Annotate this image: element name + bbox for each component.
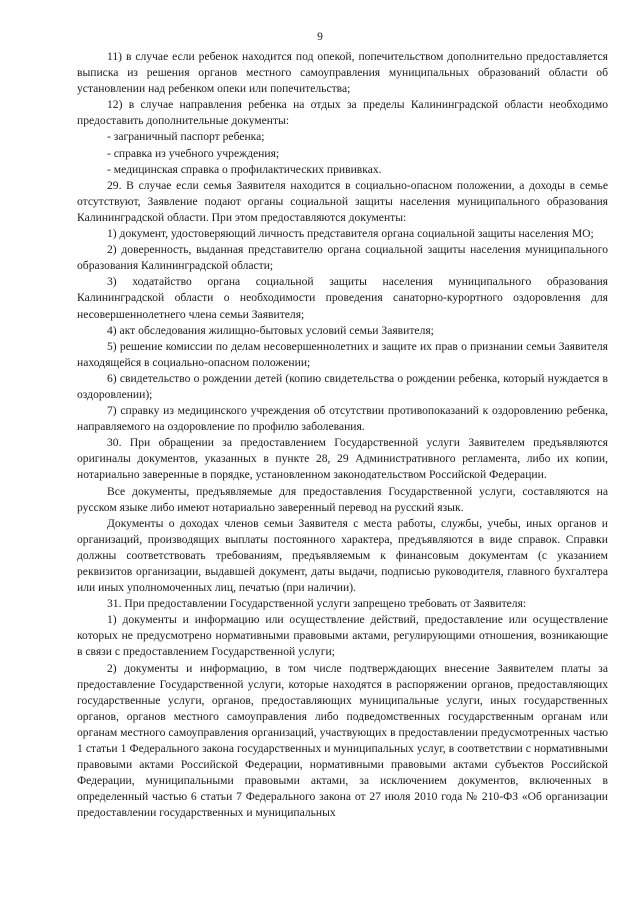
paragraph-31-2: 2) документы и информацию, в том числе подтверждающих внесение Заявителем платы за предоставление Государственной услуги, которые находятся в распоряжении органов, предоставляющих государственные услуги, органов, предоставляющих муниципальные услуги, иных государственных органов, органов местного самоуправления либо подведомственных государственным органам или органам местного самоуправления организаций, участвующих в предоставлении предусмотренных частью 1 статьи 1 Федерального закона государственных и муниципальных услуг, в соответствии с нормативными правовыми актами Российской Федерации, нормативными правовыми актами субъектов Российской Федерации, муниципальными правовыми актами, за исключением документов, включенных в определенный частью 6 статьи 7 Федерального закона от 27 июля 2010 года № 210-ФЗ «Об организации предоставлении государственных и муниципальных	[77, 661, 608, 820]
paragraph-29-3: 3) ходатайство органа социальной защиты населения муниципального образования Калининградской области о необходимости проведения санаторно-курортного оздоровления для несовершеннолетнего члена семьи Заявителя;	[77, 275, 608, 321]
paragraph-29-7: 7) справку из медицинского учреждения об отсутствии противопоказаний к оздоровлению ребенка, направляемого на оздоровление по профилю заболевания.	[77, 404, 608, 434]
paragraph-30-income: Документы о доходах членов семьи Заявителя с места работы, службы, учебы, иных органов и организаций, производящих выплаты постоянного характера, предъявляются в виде справок. Справки должны соответствовать требованиям, предъявляемым к финансовым документам (с указанием реквизитов организации, выдавшей документ, даты выдачи, подписью руководителя, главного бухгалтера или иных уполномоченных лиц, печатью (при наличии).	[77, 516, 608, 595]
paragraph-29-2: 2) доверенность, выданная представителю органа социальной защиты населения муниципального образования Калининградской области;	[77, 243, 608, 273]
list-item-passport: - заграничный паспорт ребенка;	[107, 130, 265, 144]
paragraph-29-6: 6) свидетельство о рождении детей (копию свидетельства о рождении ребенка, который нуждается в оздоровлении);	[77, 371, 608, 401]
paragraph-31-1: 1) документы и информацию или осуществление действий, предоставление или осуществление которых не предусмотрено нормативными правовыми актами, регулирующими отношения, возникающие в связи с предоставлением Государственной услуги;	[77, 613, 608, 659]
page-number: 9	[317, 30, 323, 43]
document-body	[77, 49, 608, 822]
paragraph-11: 11) в случае если ребенок находится под опекой, попечительством дополнительно предоставляется выписка из решения органов местного самоуправления муниципальных образований области об установлении над ребенком опеки или попечительства;	[77, 50, 608, 96]
paragraph-30-language: Все документы, предъявляемые для предоставления Государственной услуги, составляются на русском языке либо имеют нотариально заверенный перевод на русский язык.	[77, 484, 608, 514]
paragraph-29-4: 4) акт обследования жилищно-бытовых условий семьи Заявителя;	[107, 323, 434, 337]
paragraph-29-5: 5) решение комиссии по делам несовершеннолетних и защите их прав о признании семьи Заявителя находящейся в социально-опасном положении;	[77, 339, 608, 369]
paragraph-29: 29. В случае если семья Заявителя находится в социально-опасном положении, а доходы в семье отсутствуют, Заявление подают органы социальной защиты населения муниципального образования Калининградской области. При этом предоставляются документы:	[77, 178, 608, 224]
paragraph-29-1: 1) документ, удостоверяющий личность представителя органа социальной защиты населения МО;	[107, 227, 594, 241]
paragraph-30: 30. При обращении за предоставлением Государственной услуги Заявителем предъявляются оригиналы документов, указанных в пункте 28, 29 Административного регламента, либо их копии, нотариально заверенные в порядке, установленном законодательством Российской Федерации.	[77, 436, 608, 482]
paragraph-12: 12) в случае направления ребенка на отдых за пределы Калининградской области необходимо предоставить дополнительные документы:	[77, 98, 608, 128]
paragraph-31: 31. При предоставлении Государственной услуги запрещено требовать от Заявителя:	[107, 597, 527, 611]
list-item-school-certificate: - справка из учебного учреждения;	[107, 146, 280, 160]
list-item-medical-certificate: - медицинская справка о профилактических прививках.	[107, 162, 382, 176]
